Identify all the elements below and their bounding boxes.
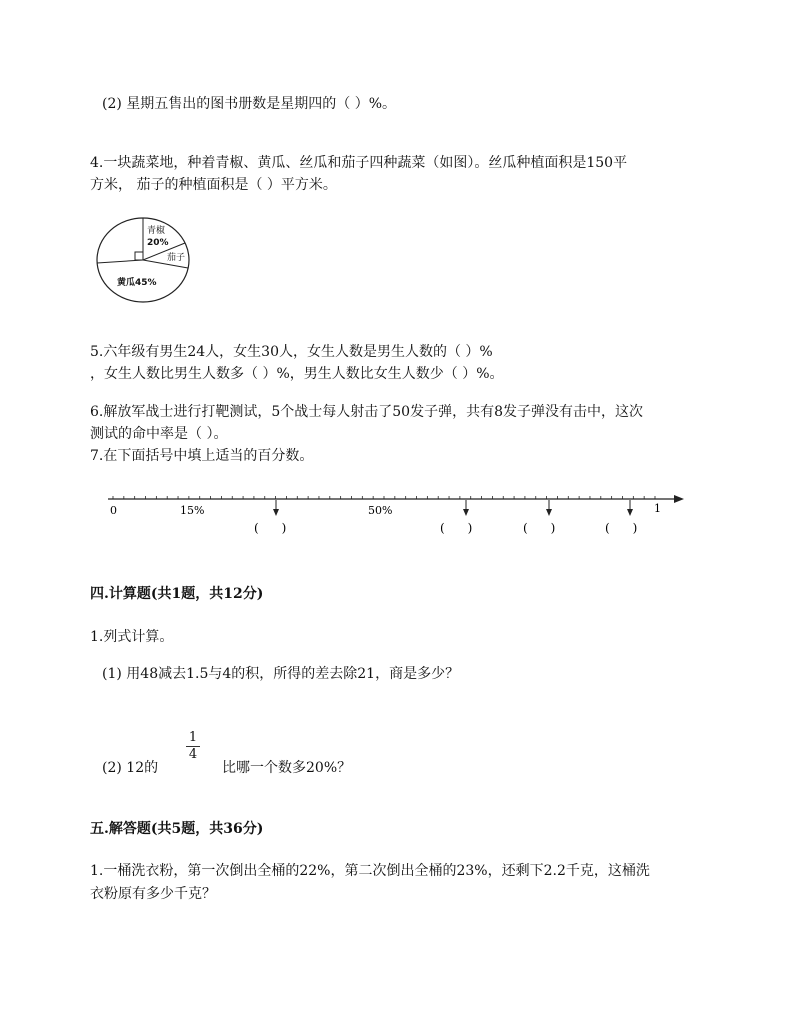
q4-line1: 4.一块蔬菜地，种着青椒、黄瓜、丝瓜和茄子四种蔬菜（如图）。丝瓜种植面积是150平 bbox=[90, 155, 628, 171]
answer-blank-2: ( ) bbox=[440, 521, 473, 535]
label-50pct: 50% bbox=[368, 504, 393, 517]
q6-line2: 测试的命中率是（ ）。 bbox=[90, 426, 228, 442]
pie-label-huanggua: 黄瓜45% bbox=[117, 278, 157, 288]
q6-line1: 6.解放军战士进行打靶测试，5个战士每人射击了50发子弹，共有8发子弹没有击中，这次 bbox=[90, 404, 643, 420]
fraction-denominator: 4 bbox=[188, 747, 198, 762]
pointer-arrowhead-4 bbox=[627, 509, 633, 516]
section5-q1-line1: 1.一桶洗衣粉，第一次倒出全桶的22%，第二次倒出全桶的23%，还剩下2.2千克，这桶洗 bbox=[90, 863, 650, 879]
answer-blank-3: ( ) bbox=[523, 521, 556, 535]
number-line bbox=[100, 492, 690, 542]
q5-line1: 5.六年级有男生24人，女生30人，女生人数是男生人数的（ ）% bbox=[90, 344, 493, 360]
pie-label-qingjiao-pct: 20% bbox=[147, 238, 169, 248]
section4-q1: 1.列式计算。 bbox=[90, 629, 174, 645]
pie-label-qiezi: 茄子 bbox=[167, 253, 186, 263]
answer-blank-1: ( ) bbox=[254, 521, 287, 535]
pointer-arrowhead-2 bbox=[463, 509, 469, 516]
label-one: 1 bbox=[654, 502, 661, 515]
pointer-arrowhead-1 bbox=[273, 509, 279, 516]
label-zero: 0 bbox=[110, 504, 117, 517]
fraction-numerator: 1 bbox=[188, 730, 198, 745]
number-line-arrowhead bbox=[674, 495, 684, 503]
q5-line2: ，女生人数比男生人数多（ ）%，男生人数比女生人数少（ ）%。 bbox=[90, 366, 504, 382]
section5-q1-line2: 衣粉原有多少千克？ bbox=[90, 886, 216, 902]
q3-part2: (2) 星期五售出的图书册数是星期四的（ ）%。 bbox=[102, 96, 397, 112]
section4-heading: 四.计算题(共1题，共12分) bbox=[90, 586, 264, 602]
vegetable-pie-chart bbox=[95, 213, 195, 303]
label-15pct: 15% bbox=[180, 504, 205, 517]
section4-part1: (1) 用48减去1.5与4的积，所得的差去除21，商是多少？ bbox=[102, 666, 460, 682]
fraction-one-quarter bbox=[186, 731, 200, 762]
section4-part2-suffix: 比哪一个数多20%？ bbox=[222, 760, 352, 776]
section5-heading: 五.解答题(共5题，共36分) bbox=[90, 821, 264, 837]
section4-part2-prefix: (2) 12的 bbox=[102, 760, 159, 776]
q7-text: 7.在下面括号中填上适当的百分数。 bbox=[90, 448, 314, 464]
q4-line2: 方米， 茄子的种植面积是（ ）平方米。 bbox=[90, 177, 337, 193]
answer-blank-4: ( ) bbox=[605, 521, 638, 535]
pointer-arrowhead-3 bbox=[546, 509, 552, 516]
pie-label-qingjiao: 青椒 bbox=[147, 226, 166, 236]
